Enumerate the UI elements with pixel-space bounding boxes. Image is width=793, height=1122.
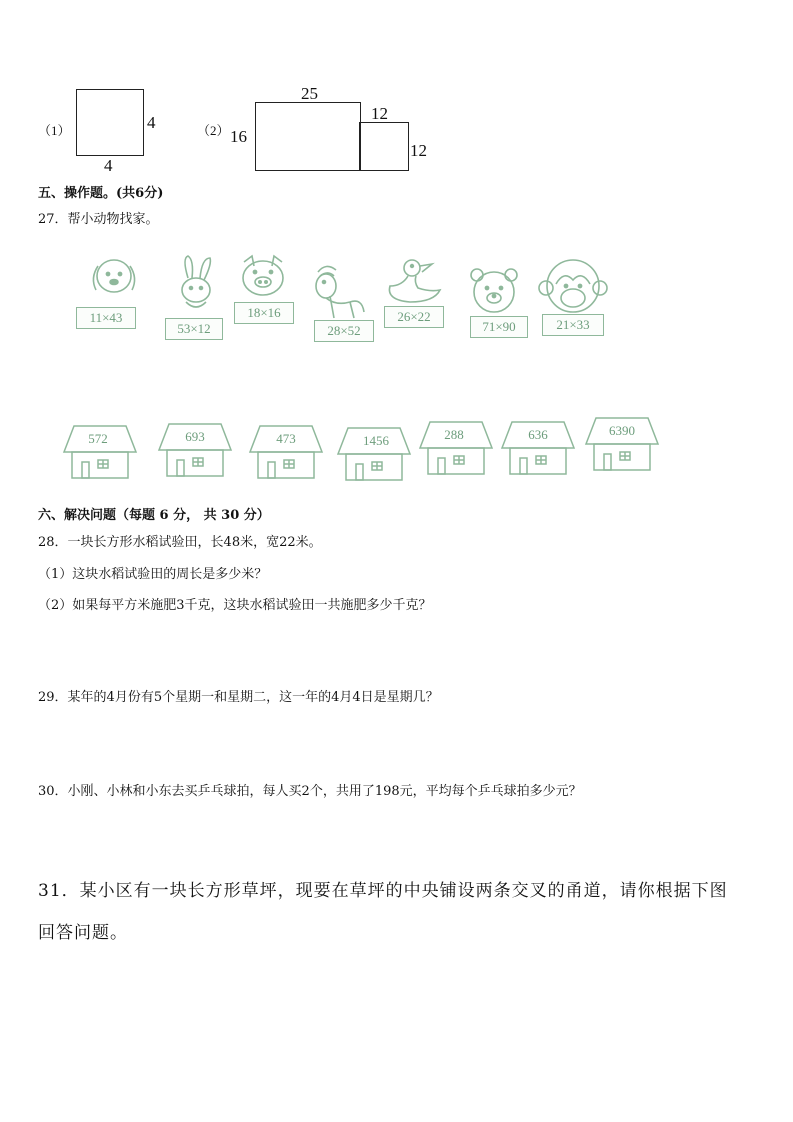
dog-expression: 11×43	[76, 307, 136, 329]
bear-expression: 71×90	[470, 316, 528, 338]
question-28: 28．一块长方形水稻试验田，长48米，宽22米。	[38, 535, 322, 550]
monkey-icon	[538, 258, 608, 316]
figure-1-label: （1）	[38, 123, 71, 138]
house-number: 1456	[363, 433, 389, 448]
square-figure	[76, 89, 144, 156]
goat-expression: 28×52	[314, 320, 374, 342]
big-rectangle	[255, 102, 361, 171]
square-side-right: 4	[147, 113, 156, 132]
pig-expression: 18×16	[234, 302, 294, 324]
question-28-part-1: （1）这块水稻试验田的周长是多少米？	[38, 567, 268, 582]
question-31-line-1: 31．某小区有一块长方形草坪，现要在草坪的中央铺设两条交叉的甬道，请你根据下图	[38, 881, 728, 901]
monkey-expression: 21×33	[542, 314, 604, 336]
rabbit-expression: 53×12	[165, 318, 223, 340]
question-29: 29．某年的4月份有5个星期一和星期二，这一年的4月4日是星期几？	[38, 690, 439, 705]
rabbit-icon	[168, 254, 224, 318]
house-number: 473	[276, 431, 296, 446]
duck-icon	[382, 256, 448, 306]
small-square	[359, 122, 409, 171]
house-number: 288	[444, 427, 464, 442]
question-27: 27．帮小动物找家。	[38, 212, 159, 227]
question-30: 30．小刚、小林和小东去买乒乓球拍，每人买2个，共用了198元，平均每个乒乓球拍多少元？	[38, 784, 582, 799]
duck-expression: 26×22	[384, 306, 444, 328]
figure-2-label: （2）	[197, 123, 230, 138]
big-rect-top: 25	[301, 84, 318, 103]
house-number: 6390	[609, 423, 635, 438]
pig-icon	[234, 254, 292, 300]
house-number: 636	[528, 427, 548, 442]
house-number: 572	[88, 431, 108, 446]
goat-icon	[306, 262, 370, 322]
section-5-heading: 五、操作题。(共6分)	[38, 186, 164, 201]
house-number: 693	[185, 429, 205, 444]
small-rect-top: 12	[371, 104, 388, 123]
section-6-heading: 六、解决问题（每题 6 分， 共 30 分）	[38, 508, 270, 523]
question-31-line-2: 回答问题。	[38, 923, 128, 943]
question-28-part-2: （2）如果每平方米施肥3千克，这块水稻试验田一共施肥多少千克？	[38, 598, 432, 613]
small-rect-right: 12	[410, 141, 427, 160]
dog-icon	[84, 254, 144, 306]
square-side-bottom: 4	[104, 156, 113, 175]
big-rect-left: 16	[230, 127, 247, 146]
bear-icon	[468, 266, 520, 316]
